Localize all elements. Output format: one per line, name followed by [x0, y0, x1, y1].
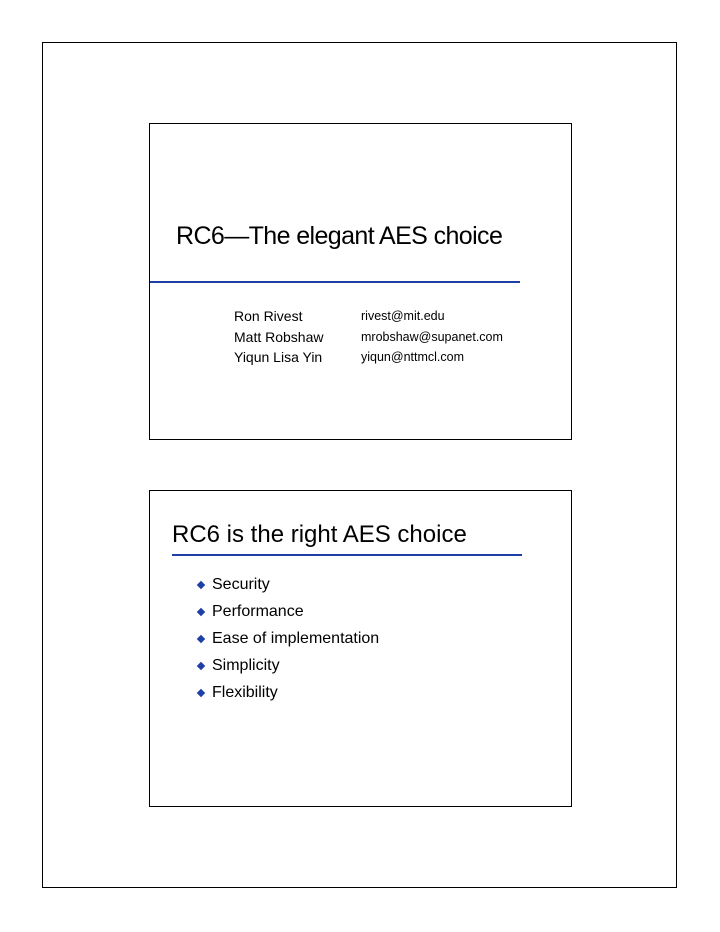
- author-row: [234, 306, 503, 327]
- author-email: yiqun@nttmcl.com: [361, 350, 464, 364]
- bullet-text: Security: [212, 575, 270, 593]
- diamond-bullet-icon: [197, 634, 205, 642]
- author-list: [234, 306, 503, 368]
- author-row: [234, 327, 503, 348]
- bullet-text: Simplicity: [212, 656, 280, 674]
- diamond-bullet-icon: [197, 580, 205, 588]
- slide-2-title: RC6 is the right AES choice: [172, 521, 467, 548]
- slide-title: [149, 123, 572, 440]
- title-underline: [150, 281, 520, 283]
- slide-why-rc6: [149, 490, 572, 807]
- author-row: [234, 347, 503, 368]
- bullet-item: [198, 598, 379, 625]
- author-name: Ron Rivest: [234, 308, 303, 324]
- author-email: rivest@mit.edu: [361, 309, 445, 323]
- diamond-bullet-icon: [197, 607, 205, 615]
- author-name: Matt Robshaw: [234, 328, 324, 345]
- diamond-bullet-icon: [197, 688, 205, 696]
- bullet-list: [198, 571, 379, 706]
- bullet-text: Performance: [212, 602, 304, 620]
- bullet-text: Ease of implementation: [212, 629, 380, 647]
- author-email: mrobshaw@supanet.com: [361, 329, 503, 344]
- diamond-bullet-icon: [197, 661, 205, 669]
- title-underline: [172, 554, 522, 556]
- slide-1-title: RC6—The elegant AES choice: [176, 222, 503, 250]
- bullet-item: [198, 571, 379, 598]
- bullet-text: Flexibility: [212, 683, 278, 701]
- bullet-item: [198, 679, 379, 706]
- bullet-item: [198, 625, 379, 652]
- bullet-item: [198, 652, 379, 679]
- author-name: Yiqun Lisa Yin: [234, 349, 323, 365]
